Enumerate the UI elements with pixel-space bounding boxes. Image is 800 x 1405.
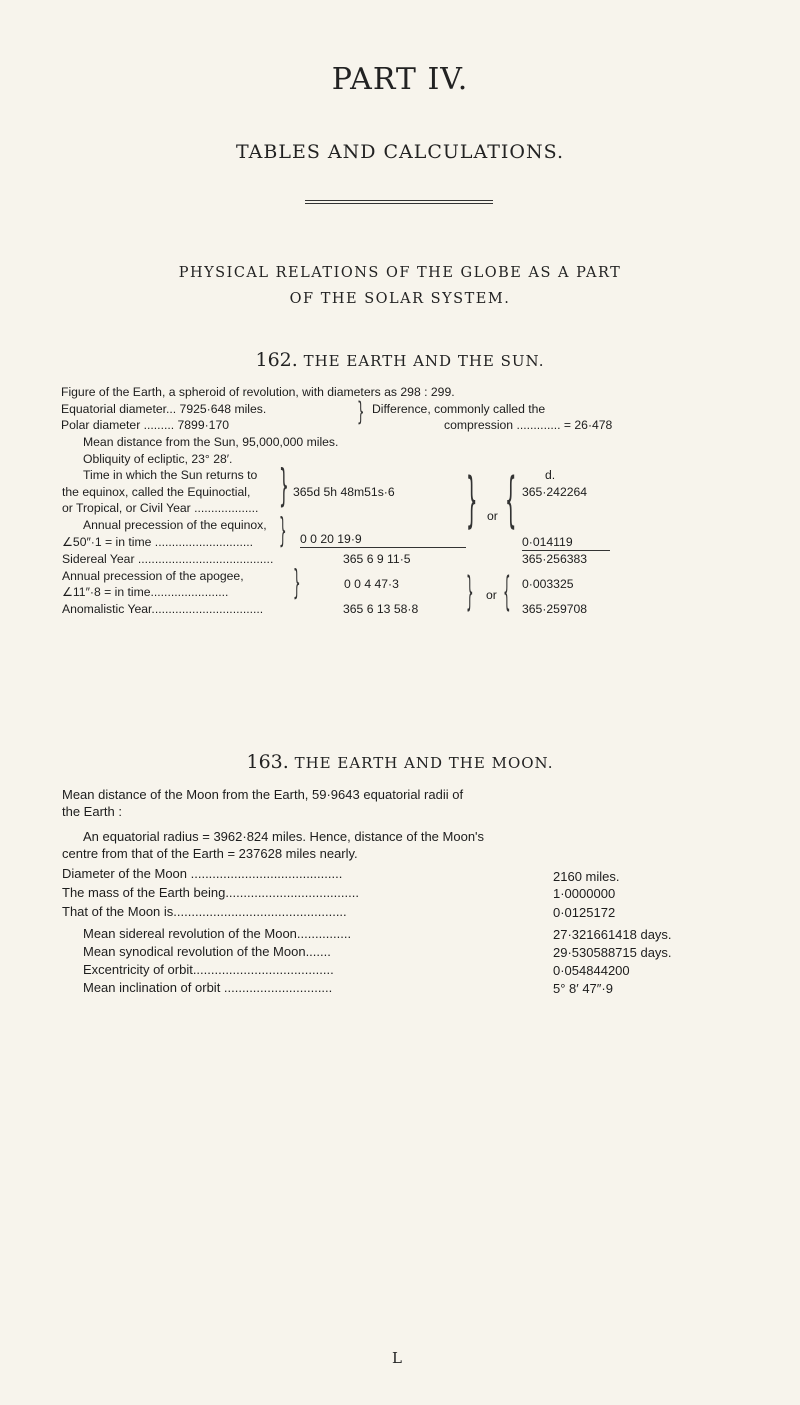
apogee-line1: Annual precession of the apogee, xyxy=(62,569,244,583)
brace-tropical: } xyxy=(279,460,289,511)
excentricity-label: Excentricity of orbit....................................... xyxy=(83,962,334,977)
sidereal-year-days: 365·256383 xyxy=(522,552,588,566)
precession-line2: ∠50″·1 = in time ............................. xyxy=(62,535,254,549)
equatorial-radius-line2: centre from that of the Earth = 237628 miles nearly. xyxy=(62,846,358,861)
signature-mark: L xyxy=(392,1349,402,1367)
section-162-heading xyxy=(0,349,800,371)
divider-rule xyxy=(305,200,493,204)
section-163-number: 163. xyxy=(246,751,289,773)
anomalistic-year-label: Anomalistic Year................................. xyxy=(62,602,264,616)
tropical-year-line2: the equinox, called the Equinoctial, xyxy=(62,485,251,499)
sidereal-year-value: 365 6 9 11·5 xyxy=(343,552,411,566)
inclination-value: 5° 8′ 47″·9 xyxy=(553,981,613,996)
obliquity: Obliquity of ecliptic, 23° 28′. xyxy=(83,452,233,466)
anomalistic-year-value: 365 6 13 58·8 xyxy=(343,602,419,616)
tables-heading: TABLES AND CALCULATIONS. xyxy=(236,141,564,163)
apogee-value: 0 0 4 47·3 xyxy=(344,577,399,591)
part-heading: PART IV. xyxy=(331,62,469,97)
equatorial-diameter: Equatorial diameter... 7925·648 miles. xyxy=(61,402,267,416)
apogee-line2: ∠11″·8 = in time....................... xyxy=(62,585,229,599)
difference-label: Difference, commonly called the xyxy=(372,402,546,416)
brace-precession: } xyxy=(279,511,287,551)
moon-mass-label: That of the Moon is................................................ xyxy=(62,904,347,919)
mean-distance-sun: Mean distance from the Sun, 95,000,000 miles. xyxy=(83,435,339,449)
section-162-title: THE EARTH AND THE SUN. xyxy=(303,352,545,370)
section-title-line2: OF THE SOLAR SYSTEM. xyxy=(289,291,511,307)
moon-mass-value: 0·0125172 xyxy=(553,905,616,920)
section-title-line1: PHYSICAL RELATIONS OF THE GLOBE AS A PART xyxy=(178,265,622,281)
sidereal-revolution-label: Mean sidereal revolution of the Moon............... xyxy=(83,926,352,941)
section-163-heading xyxy=(0,751,800,773)
moon-diameter-label: Diameter of the Moon .......................................... xyxy=(62,866,343,881)
compression-value: compression ............. = 26·478 xyxy=(444,418,613,432)
section-163-title: THE EARTH AND THE MOON. xyxy=(294,754,554,772)
figure-of-earth: Figure of the Earth, a spheroid of revolution, with diameters as 298 : 299. xyxy=(61,385,455,399)
precession-days: 0·014119 xyxy=(522,535,610,551)
days-unit: d. xyxy=(545,468,556,482)
synodical-revolution-label: Mean synodical revolution of the Moon....... xyxy=(83,944,331,959)
anomalistic-year-days: 365·259708 xyxy=(522,602,588,616)
section-162-number: 162. xyxy=(255,349,298,371)
tropical-year-line1: Time in which the Sun returns to xyxy=(83,468,258,482)
precession-value: 0 0 20 19·9 xyxy=(300,532,466,548)
earth-mass-label: The mass of the Earth being..................................... xyxy=(62,885,359,900)
apogee-days: 0·003325 xyxy=(522,577,574,591)
earth-mass-value: 1·0000000 xyxy=(553,886,616,901)
precession-line1: Annual precession of the equinox, xyxy=(83,518,267,532)
polar-diameter: Polar diameter ......... 7899·170 xyxy=(61,418,230,432)
brace-combined: } xyxy=(466,465,478,535)
brace-apogee-days: { xyxy=(503,569,511,615)
moon-diameter-value: 2160 miles. xyxy=(553,869,620,884)
inclination-label: Mean inclination of orbit .............................. xyxy=(83,980,333,995)
synodical-revolution-value: 29·530588715 days. xyxy=(553,945,672,960)
brace-apogee: } xyxy=(293,563,301,603)
or-label-2: or xyxy=(486,588,497,602)
brace-apogee-anomalistic: } xyxy=(466,569,474,615)
tropical-year-line3: or Tropical, or Civil Year ................... xyxy=(62,501,259,515)
brace-difference: } xyxy=(357,397,365,427)
sidereal-revolution-value: 27·321661418 days. xyxy=(553,927,672,942)
or-label-1: or xyxy=(487,509,498,523)
sidereal-year-label: Sidereal Year ........................................ xyxy=(62,552,274,566)
moon-distance-line2: the Earth : xyxy=(62,804,122,819)
tropical-year-days: 365·242264 xyxy=(522,485,588,499)
brace-decimal-days: { xyxy=(505,465,517,535)
moon-distance-line1: Mean distance of the Moon from the Earth, 59·9643 equatorial radii of xyxy=(62,787,464,802)
excentricity-value: 0·054844200 xyxy=(553,963,630,978)
equatorial-radius-line1: An equatorial radius = 3962·824 miles. Hence, distance of the Moon's xyxy=(83,829,485,844)
tropical-year-value: 365d 5h 48m51s·6 xyxy=(293,485,395,499)
